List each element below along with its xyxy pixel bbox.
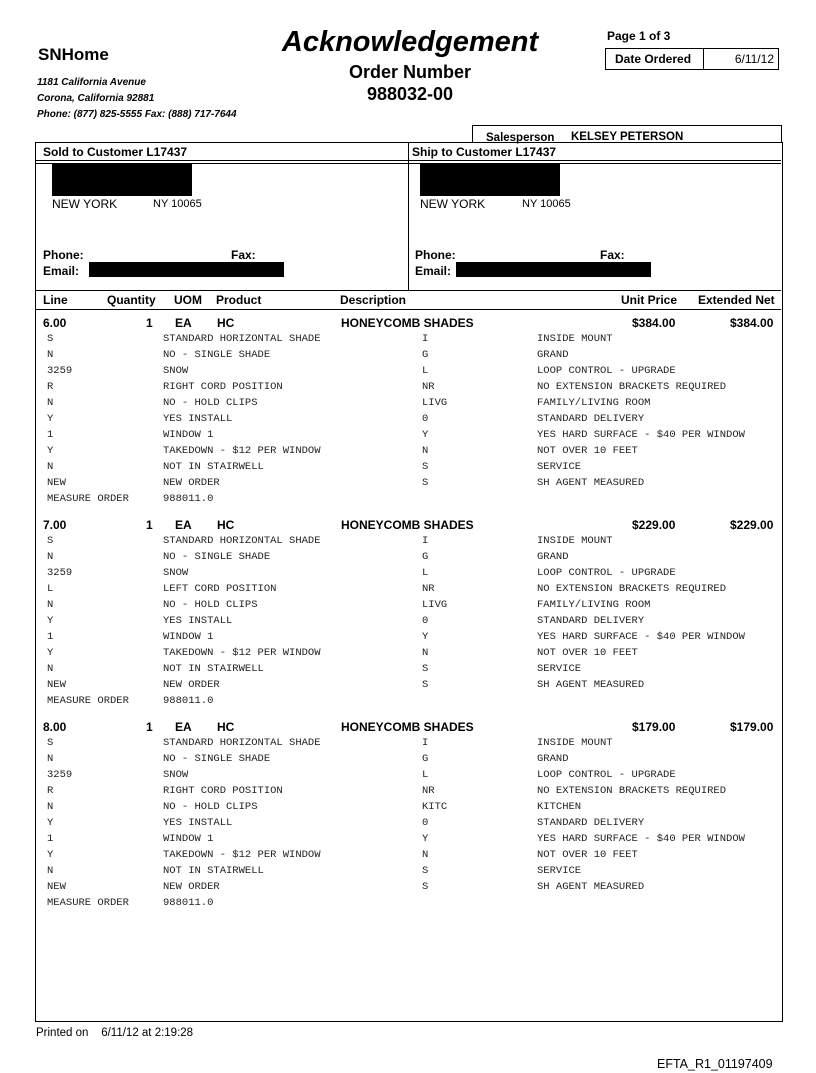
redacted-email bbox=[89, 262, 284, 277]
date-ordered-box bbox=[605, 48, 779, 70]
ship-to-state-zip: NY 10065 bbox=[522, 198, 571, 210]
redacted-name bbox=[420, 164, 560, 180]
item-unit-price: $179.00 bbox=[632, 720, 676, 734]
redacted-email bbox=[456, 262, 651, 277]
item-description: HONEYCOMB SHADES bbox=[341, 518, 474, 532]
line-item-group: 8.00 1 EA HC HONEYCOMB SHADES $179.00 $179.00 S STANDARD HORIZONTAL SHADE I INSIDE MOUNT N NO - SINGLE SHADE G GRAND 3259 SNOW L LOOP CONTROL - UPGRADE R RIGHT CORD POSITION NR NO EXTENSION BRACKETS REQUIRED N NO - HOLD CLIPS KITC KITCHEN Y YES INSTALL 0 STANDARD DELIVERY 1 WINDOW 1 Y YES HARD SURFACE - $40 PER WINDOW Y TAKEDOWN - $12 PER WINDOW N NOT OVER 10 FEET N NOT IN STAIRWELL S SERVICE NEW NEW ORDER S SH AGENT MEASURED MEASURE ORDER 988011.0 bbox=[43, 720, 774, 909]
ship-to-fax-label: Fax: bbox=[600, 248, 625, 262]
item-uom: EA bbox=[175, 720, 192, 734]
item-line: 7.00 bbox=[43, 518, 67, 532]
item-unit-price: $229.00 bbox=[632, 518, 676, 532]
salesperson-value: KELSEY PETERSON bbox=[571, 131, 684, 143]
item-product: HC bbox=[217, 518, 235, 532]
order-number: 988032-00 bbox=[366, 84, 454, 104]
item-description: HONEYCOMB SHADES bbox=[341, 720, 474, 734]
line-item-group: 6.00 1 EA HC HONEYCOMB SHADES $384.00 $384.00 S STANDARD HORIZONTAL SHADE I INSIDE MOUNT N NO - SINGLE SHADE G GRAND 3259 SNOW L LOOP CONTROL - UPGRADE R RIGHT CORD POSITION NR NO EXTENSION BRACKETS REQUIRED N NO - HOLD CLIPS LIVG FAMILY/LIVING ROOM Y YES INSTALL 0 STANDARD DELIVERY 1 WINDOW 1 Y YES HARD SURFACE - $40 PER WINDOW Y TAKEDOWN - $12 PER WINDOW N NOT OVER 10 FEET N NOT IN STAIRWELL S SERVICE NEW NEW ORDER S SH AGENT MEASURED MEASURE ORDER 988011.0 bbox=[43, 316, 774, 505]
ship-to-phone-label: Phone: bbox=[415, 248, 456, 262]
col-quantity: Quantity bbox=[107, 293, 156, 307]
col-uom: UOM bbox=[174, 293, 202, 307]
salesperson-label: Salesperson bbox=[486, 132, 555, 144]
item-uom: EA bbox=[175, 518, 192, 532]
document-title: Acknowledgement bbox=[281, 26, 539, 58]
company-address-2: Corona, California 92881 bbox=[37, 93, 155, 104]
ship-to-email-label: Email: bbox=[415, 264, 452, 278]
company-phone-fax: Phone: (877) 825-5555 Fax: (888) 717-7644 bbox=[37, 109, 237, 120]
printed-on: Printed on 6/11/12 at 2:19:28 bbox=[36, 1027, 194, 1039]
col-line: Line bbox=[43, 293, 68, 307]
sold-to-city: NEW YORK bbox=[52, 197, 118, 211]
company-address-1: 1181 California Avenue bbox=[37, 77, 146, 88]
ship-to-city: NEW YORK bbox=[420, 197, 486, 211]
col-extended-net: Extended Net bbox=[698, 293, 775, 307]
page-info: Page 1 of 3 bbox=[607, 29, 671, 43]
item-quantity: 1 bbox=[146, 316, 153, 330]
col-product: Product bbox=[216, 293, 262, 307]
item-extended-net: $384.00 bbox=[730, 316, 774, 330]
document-id: EFTA_R1_01197409 bbox=[657, 1057, 773, 1071]
date-ordered-value: 6/11/12 bbox=[734, 52, 774, 66]
company-name: SNHome bbox=[38, 45, 109, 64]
item-unit-price: $384.00 bbox=[632, 316, 676, 330]
item-extended-net: $229.00 bbox=[730, 518, 774, 532]
item-line: 6.00 bbox=[43, 316, 67, 330]
ship-to-label: Ship to Customer L17437 bbox=[412, 145, 557, 159]
sold-to-email-label: Email: bbox=[43, 264, 80, 278]
sold-to-fax-label: Fax: bbox=[231, 248, 256, 262]
item-quantity: 1 bbox=[146, 518, 153, 532]
sold-to-label: Sold to Customer L17437 bbox=[43, 145, 188, 159]
redacted-address bbox=[52, 180, 192, 196]
item-uom: EA bbox=[175, 316, 192, 330]
redacted-name bbox=[52, 164, 192, 180]
redacted-address bbox=[420, 180, 560, 196]
order-number-label: Order Number bbox=[348, 62, 472, 82]
sold-to-state-zip: NY 10065 bbox=[153, 198, 202, 210]
item-line: 8.00 bbox=[43, 720, 67, 734]
col-description: Description bbox=[340, 293, 407, 307]
item-product: HC bbox=[217, 720, 235, 734]
col-unit-price: Unit Price bbox=[621, 293, 678, 307]
item-quantity: 1 bbox=[146, 720, 153, 734]
item-description: HONEYCOMB SHADES bbox=[341, 316, 474, 330]
sold-to-phone-label: Phone: bbox=[43, 248, 84, 262]
item-extended-net: $179.00 bbox=[730, 720, 774, 734]
item-product: HC bbox=[217, 316, 235, 330]
line-item-group: 7.00 1 EA HC HONEYCOMB SHADES $229.00 $229.00 S STANDARD HORIZONTAL SHADE I INSIDE MOUNT N NO - SINGLE SHADE G GRAND 3259 SNOW L LOOP CONTROL - UPGRADE L LEFT CORD POSITION NR NO EXTENSION BRACKETS REQUIRED N NO - HOLD CLIPS LIVG FAMILY/LIVING ROOM Y YES INSTALL 0 STANDARD DELIVERY 1 WINDOW 1 Y YES HARD SURFACE - $40 PER WINDOW Y TAKEDOWN - $12 PER WINDOW N NOT OVER 10 FEET N NOT IN STAIRWELL S SERVICE NEW NEW ORDER S SH AGENT MEASURED MEASURE ORDER 988011.0 bbox=[43, 518, 774, 707]
date-ordered-label: Date Ordered bbox=[615, 52, 692, 66]
